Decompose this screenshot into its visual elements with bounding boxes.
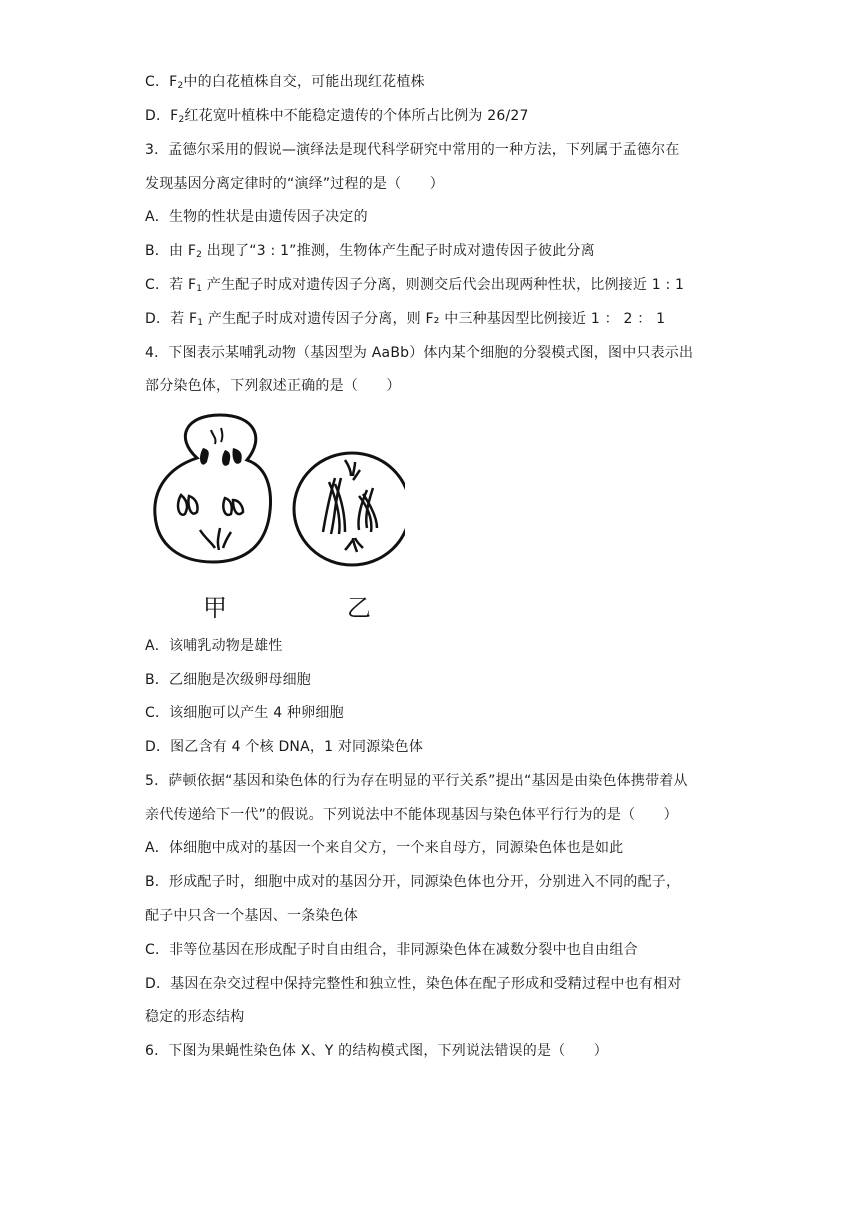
text-line: 部分染色体，下列叙述正确的是（ ）: [145, 378, 401, 394]
text-line: D．基因在杂交过程中保持完整性和独立性，染色体在配子形成和受精过程中也有相对: [145, 976, 682, 992]
figure-label-jia: 甲: [203, 594, 227, 622]
text-line: 配子中只含一个基因、一条染色体: [145, 908, 358, 924]
text-line: B．乙细胞是次级卵母细胞: [145, 672, 312, 688]
text-line: 亲代传递给下一代”的假说。下列说法中不能体现基因与染色体平行行为的是（ ）: [145, 807, 678, 823]
text-line: C．$F_2$中的白花植株自交，可能出现红花植株: [145, 74, 425, 91]
text-line: B．由 $F_2$ 出现了“3 : 1”推测，生物体产生配子时成对遗传因子彼此分离: [145, 243, 595, 260]
text-line: A．生物的性状是由遗传因子决定的: [145, 209, 368, 225]
text-line: D．图乙含有 4 个核 DNA，1 对同源染色体: [145, 739, 424, 755]
text-line: A．该哺乳动物是雄性: [145, 638, 283, 654]
text-line: D．若 $F_1$ 产生配子时成对遗传因子分离，则 F₂ 中三种基因型比例接近 1 ： 2 ： 1: [145, 311, 666, 328]
text-line: C．非等位基因在形成配子时自由组合，非同源染色体在减数分裂中也自由组合: [145, 942, 638, 958]
text-line: 3．孟德尔采用的假说—演绎法是现代科学研究中常用的一种方法，下列属于孟德尔在: [145, 142, 680, 158]
text-line: D．$F_2$红花宽叶植株中不能稳定遗传的个体所占比例为 26/27: [145, 108, 529, 125]
text-line: 5．萨顿依据“基因和染色体的行为存在明显的平行关系”提出“基因是由染色体携带着从: [145, 773, 688, 789]
text-line: B．形成配子时，细胞中成对的基因分开，同源染色体也分开，分别进入不同的配子，: [145, 874, 681, 890]
text-line: 4．下图表示某哺乳动物（基因型为 AaBb）体内某个细胞的分裂模式图，图中只表示出: [145, 345, 694, 361]
text-line: A．体细胞中成对的基因一个来自父方，一个来自母方，同源染色体也是如此: [145, 840, 624, 856]
text-line: 6．下图为果蝇性染色体 X、Y 的结构模式图，下列说法错误的是（ ）: [145, 1043, 608, 1059]
text-line: 发现基因分离定律时的“演绎”过程的是（ ）: [145, 176, 444, 192]
text-line: 稳定的形态结构: [145, 1009, 245, 1025]
cell-division-figure: [145, 410, 405, 625]
cell-jia-outline: [155, 415, 271, 562]
text-line: C．该细胞可以产生 4 种卵细胞: [145, 705, 344, 721]
text-line: C．若 $F_1$ 产生配子时成对遗传因子分离，则测交后代会出现两种性状，比例接近 1 : 1: [145, 277, 685, 294]
figure-label-yi: 乙: [347, 594, 371, 622]
